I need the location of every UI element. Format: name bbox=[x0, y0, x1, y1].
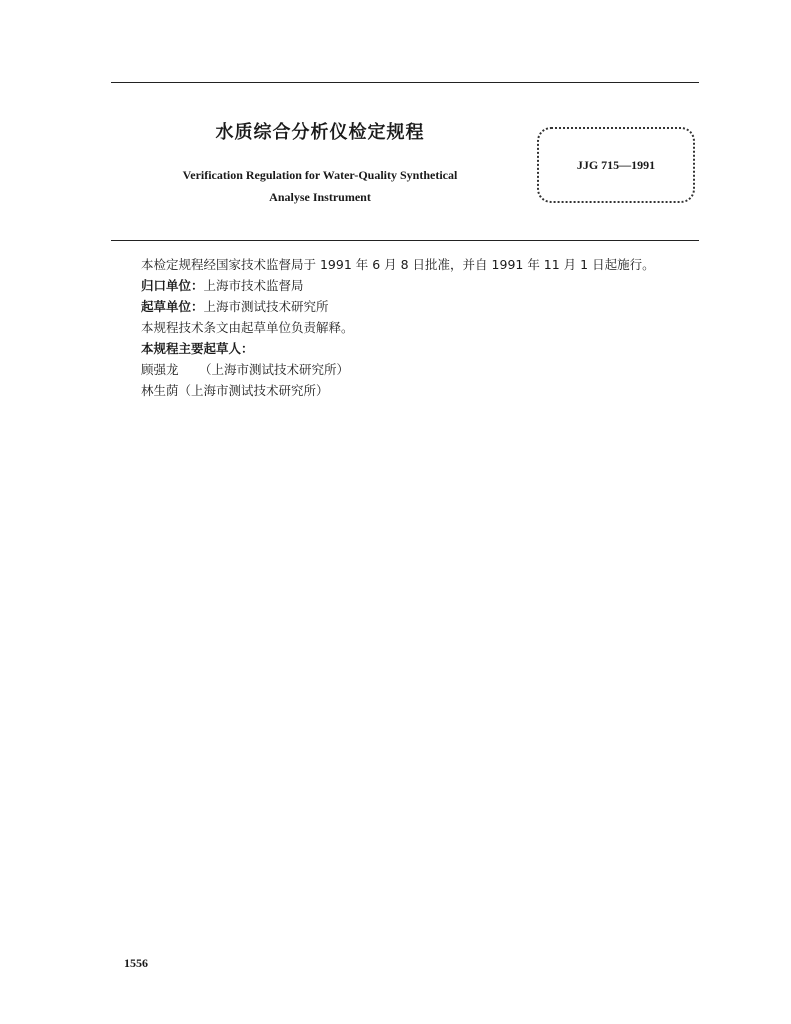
document-body bbox=[141, 254, 701, 401]
responsible-unit-label: 归口单位： bbox=[141, 278, 204, 293]
drafter-org: （上海市测试技术研究所） bbox=[178, 383, 329, 398]
drafter-name: 林生荫 bbox=[141, 383, 179, 398]
drafting-unit-label: 起草单位： bbox=[141, 299, 204, 314]
middle-rule bbox=[111, 240, 699, 241]
page-number: 1556 bbox=[124, 956, 148, 970]
responsible-unit-value: 上海市技术监督局 bbox=[203, 278, 304, 293]
drafters-label: 本规程主要起草人： bbox=[141, 341, 254, 356]
title-english-line-2: Analyse Instrument bbox=[269, 190, 371, 204]
drafter-entry bbox=[141, 380, 701, 401]
responsible-unit bbox=[141, 275, 701, 296]
drafter-org: （上海市测试技术研究所） bbox=[199, 362, 350, 377]
standard-code: JJG 715—1991 bbox=[576, 157, 656, 172]
drafter-entry bbox=[141, 359, 701, 380]
top-rule bbox=[111, 82, 699, 83]
drafter-name: 顾强龙 bbox=[141, 362, 179, 377]
drafting-unit bbox=[141, 296, 701, 317]
document-title-chinese: 水质综合分析仪检定规程 bbox=[215, 122, 425, 143]
title-english-line-1: Verification Regulation for Water-Quality Synthetical bbox=[182, 168, 458, 182]
drafting-unit-value: 上海市测试技术研究所 bbox=[203, 299, 329, 314]
interpretation-note: 本规程技术条文由起草单位负责解释。 bbox=[141, 320, 354, 335]
document-title-english bbox=[140, 164, 500, 208]
standard-code-stamp bbox=[537, 127, 695, 203]
approval-statement: 本检定规程经国家技术监督局于 1991 年 6 月 8 日批准，并自 1991 年 11 月 1 日起施行。 bbox=[141, 257, 655, 272]
